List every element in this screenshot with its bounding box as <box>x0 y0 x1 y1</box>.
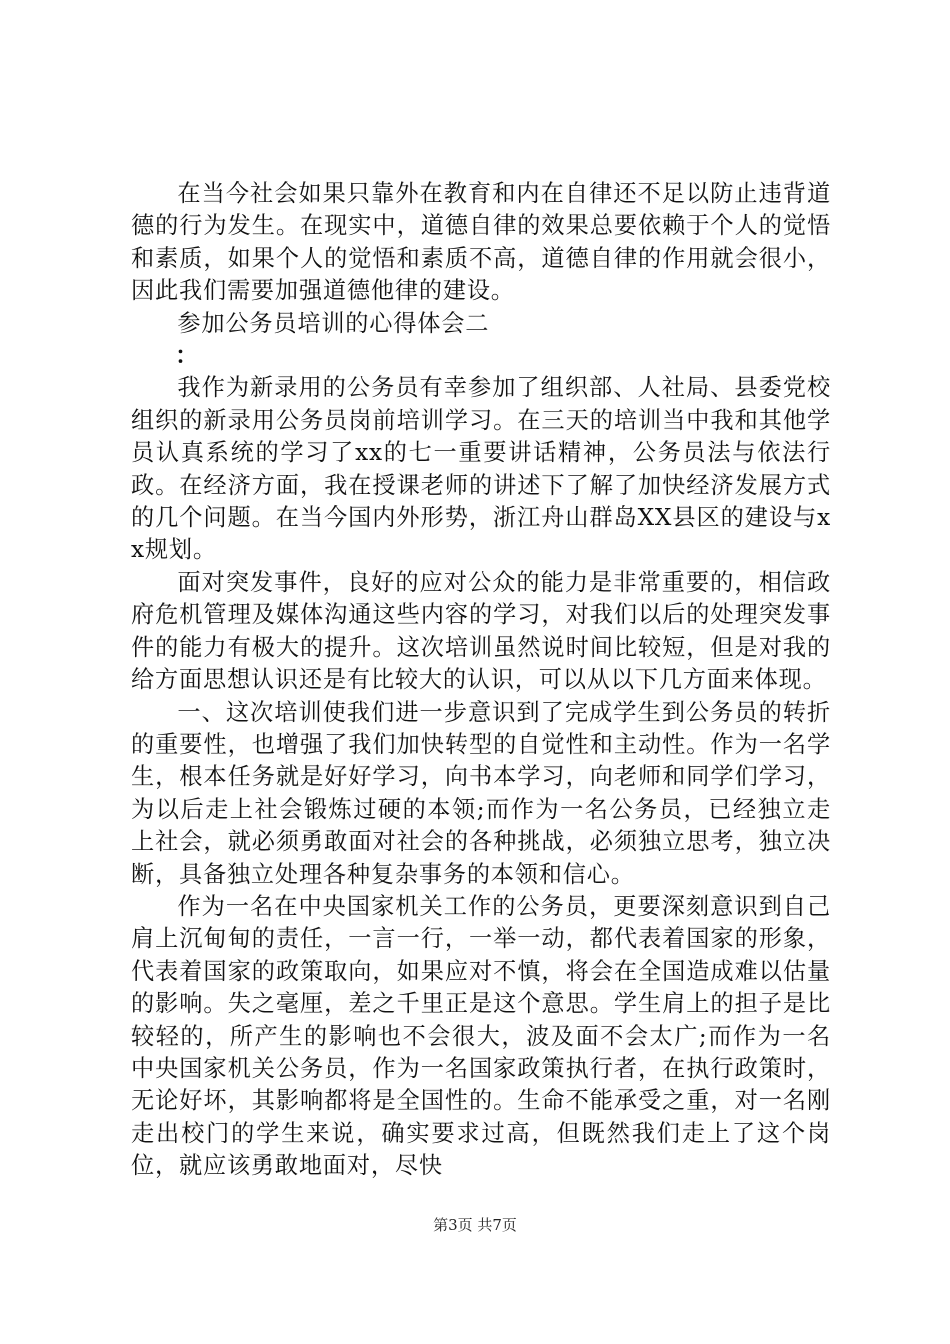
paragraph-4: 一、这次培训使我们进一步意识到了完成学生到公务员的转折的重要性，也增强了我们加快转型的自觉性和主动性。作为一名学生，根本任务就是好好学习，向书本学习，向老师和同学们学习，为以后走上社会锻炼过硬的本领;而作为一名公务员，已经独立走上社会，就必须勇敢面对社会的各种挑战，必须独立思考，独立决断，具备独立处理各种复杂事务的本领和信心。 <box>131 698 831 888</box>
paragraph-3: 面对突发事件，良好的应对公众的能力是非常重要的，相信政府危机管理及媒体沟通这些内容的学习，对我们以后的处理突发事件的能力有极大的提升。这次培训虽然说时间比较短，但是对我的给方面思想认识还是有比较大的认识，可以从以下几方面来体现。 <box>131 568 831 694</box>
paragraph-5: 作为一名在中央国家机关工作的公务员，更要深刻意识到自己肩上沉甸甸的责任，一言一行，一举一动，都代表着国家的形象，代表着国家的政策取向，如果应对不慎，将会在全国造成难以估量的影响。失之毫厘，差之千里正是这个意思。学生肩上的担子是比较轻的，所产生的影响也不会很大，波及面不会太广;而作为一名中央国家机关公务员，作为一名国家政策执行者，在执行政策时，无论好坏，其影响都将是全国性的。生命不能承受之重，对一名刚走出校门的学生来说，确实要求过高，但既然我们走上了这个岗位，就应该勇敢地面对，尽快 <box>131 892 831 1180</box>
paragraph-1: 在当今社会如果只靠外在教育和内在自律还不足以防止违背道德的行为发生。在现实中，道德自律的效果总要依赖于个人的觉悟和素质，如果个人的觉悟和素质不高，道德自律的作用就会很小，因此我们需要加强道德他律的建设。 <box>131 180 831 305</box>
paragraph-colon: ： <box>175 342 200 370</box>
paragraph-2: 我作为新录用的公务员有幸参加了组织部、人社局、县委党校组织的新录用公务员岗前培训学习。在三天的培训当中我和其他学员认真系统的学习了xx的七一重要讲话精神，公务员法与依法行政。在经济方面，我在授课老师的讲述下了解了加快经济发展方式的几个问题。在当今国内外形势，浙江舟山群岛XX县区的建设与xx规划。 <box>131 374 831 564</box>
section-heading: 参加公务员培训的心得体会二 <box>177 309 490 337</box>
page-number-footer: 第3页 共7页 <box>433 1216 517 1234</box>
document-body <box>131 178 831 1183</box>
